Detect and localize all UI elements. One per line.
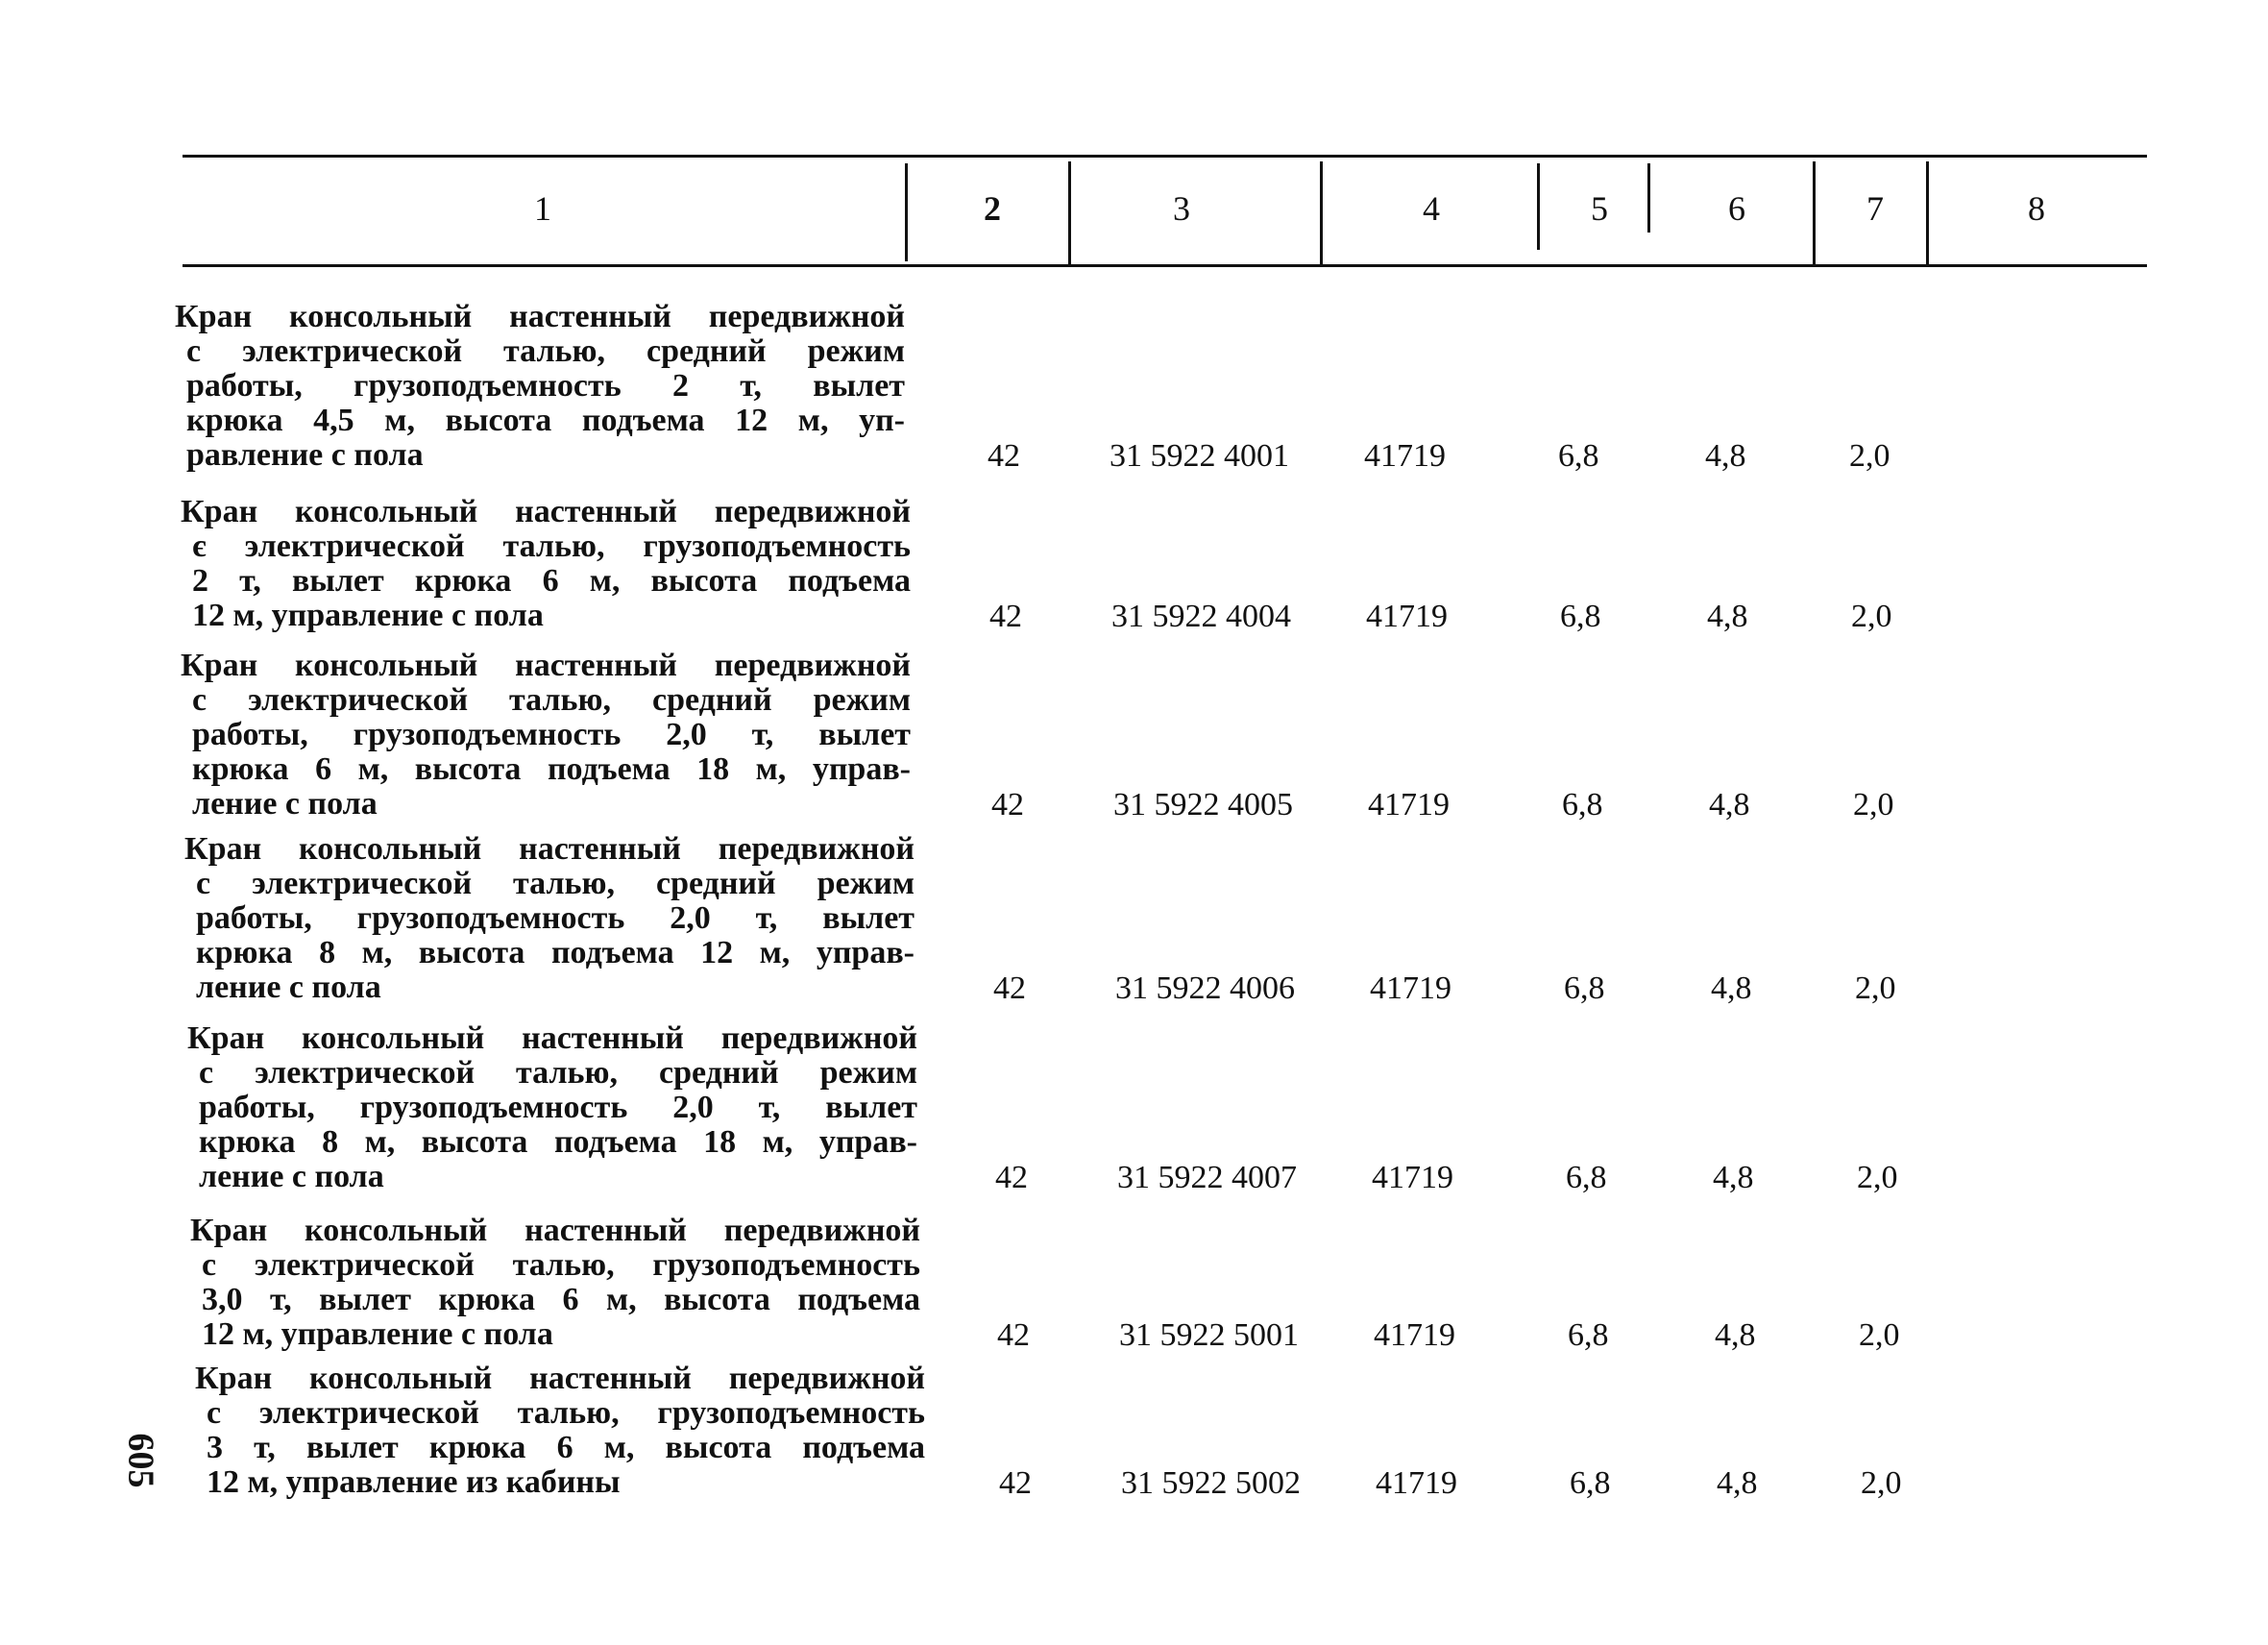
- cell-col-3: 31 5922 5002: [1121, 1465, 1301, 1501]
- cell-col-2: 42: [988, 438, 1020, 474]
- header-separator: [1068, 161, 1071, 264]
- cell-col-7: 2,0: [1857, 1160, 1898, 1195]
- cell-col-5: 6,8: [1568, 1317, 1609, 1353]
- cell-col-4: 41719: [1372, 1160, 1453, 1195]
- description-line: ление с пола: [196, 970, 381, 1005]
- cell-col-4: 41719: [1374, 1317, 1455, 1353]
- column-header-3: 3: [1173, 189, 1190, 228]
- cell-col-7: 2,0: [1851, 599, 1892, 634]
- description-line: Кран консольный настенный передвижной: [175, 299, 905, 334]
- cell-col-4: 41719: [1366, 599, 1448, 634]
- table-top-rule: [183, 155, 2147, 158]
- cell-col-7: 2,0: [1859, 1317, 1900, 1353]
- column-header-4: 4: [1423, 189, 1440, 228]
- cell-col-3: 31 5922 4006: [1115, 970, 1295, 1006]
- description-line: Кран консольный настенный передвижной: [181, 648, 911, 683]
- description-line: Кран консольный настенный передвижной: [195, 1361, 925, 1396]
- description-line: Кран консольный настенный передвижной: [187, 1020, 917, 1056]
- cell-col-2: 42: [999, 1465, 1032, 1501]
- description-line: работы, грузоподъемность 2,0 т, вылет: [196, 900, 915, 936]
- item-description: [187, 1021, 917, 1194]
- header-separator: [905, 163, 908, 261]
- description-line: ление с пола: [192, 786, 378, 822]
- cell-col-7: 2,0: [1855, 970, 1896, 1006]
- cell-col-2: 42: [995, 1160, 1028, 1195]
- column-header-8: 8: [2028, 189, 2045, 228]
- description-line: работы, грузоподъемность 2 т, вылет: [186, 368, 905, 404]
- table-header-rule: [183, 264, 2147, 267]
- column-header-7: 7: [1866, 189, 1884, 228]
- description-line: 2 т, вылет крюка 6 м, высота подъема: [192, 563, 911, 599]
- description-line: є электрической талью, грузоподъемность: [192, 528, 911, 564]
- item-description: [181, 495, 911, 633]
- cell-col-6: 4,8: [1705, 438, 1746, 474]
- description-line: с электрической талью, средний режим: [199, 1055, 917, 1091]
- cell-col-3: 31 5922 4001: [1110, 438, 1289, 474]
- cell-col-7: 2,0: [1861, 1465, 1902, 1501]
- cell-col-6: 4,8: [1711, 970, 1752, 1006]
- cell-col-3: 31 5922 5001: [1119, 1317, 1299, 1353]
- cell-col-5: 6,8: [1562, 787, 1603, 822]
- header-separator: [1813, 161, 1816, 264]
- description-line: крюка 8 м, высота подъема 18 м, управ-: [199, 1124, 917, 1160]
- description-line: Кран консольный настенный передвижной: [181, 494, 911, 529]
- cell-col-4: 41719: [1368, 787, 1450, 822]
- cell-col-6: 4,8: [1713, 1160, 1754, 1195]
- item-description: [195, 1362, 925, 1500]
- header-separator: [1537, 163, 1540, 250]
- header-separator: [1647, 163, 1650, 233]
- cell-col-5: 6,8: [1558, 438, 1599, 474]
- cell-col-6: 4,8: [1709, 787, 1750, 822]
- description-line: с электрической талью, грузоподъемность: [202, 1247, 920, 1283]
- description-line: Кран консольный настенный передвижной: [190, 1213, 920, 1248]
- header-separator: [1926, 161, 1929, 264]
- description-line: работы, грузоподъемность 2,0 т, вылет: [192, 717, 911, 752]
- column-header-1: 1: [534, 189, 551, 228]
- description-line: ление с пола: [199, 1159, 384, 1194]
- description-line: работы, грузоподъемность 2,0 т, вылет: [199, 1090, 917, 1125]
- cell-col-5: 6,8: [1566, 1160, 1607, 1195]
- cell-col-7: 2,0: [1849, 438, 1890, 474]
- cell-col-5: 6,8: [1564, 970, 1605, 1006]
- column-header-5: 5: [1591, 189, 1608, 228]
- cell-col-2: 42: [997, 1317, 1030, 1353]
- item-description: [184, 832, 915, 1005]
- cell-col-6: 4,8: [1717, 1465, 1758, 1501]
- cell-col-3: 31 5922 4005: [1113, 787, 1293, 822]
- item-description: [190, 1214, 920, 1352]
- description-line: крюка 8 м, высота подъема 12 м, управ-: [196, 935, 915, 970]
- description-line: 12 м, управление из кабины: [207, 1464, 621, 1500]
- item-description: [175, 300, 905, 473]
- description-line: равление с пола: [186, 437, 424, 473]
- cell-col-5: 6,8: [1570, 1465, 1611, 1501]
- description-line: с электрической талью, средний режим: [186, 333, 905, 369]
- column-header-6: 6: [1728, 189, 1745, 228]
- description-line: с электрической талью, средний режим: [196, 866, 915, 901]
- cell-col-3: 31 5922 4007: [1117, 1160, 1297, 1195]
- description-line: 3 т, вылет крюка 6 м, высота подъема: [207, 1430, 925, 1465]
- description-line: Кран консольный настенный передвижной: [184, 831, 915, 867]
- cell-col-2: 42: [991, 787, 1024, 822]
- description-line: 3,0 т, вылет крюка 6 м, высота подъема: [202, 1282, 920, 1317]
- cell-col-7: 2,0: [1853, 787, 1894, 822]
- item-description: [181, 649, 911, 822]
- cell-col-4: 41719: [1376, 1465, 1457, 1501]
- description-line: крюка 6 м, высота подъема 18 м, управ-: [192, 751, 911, 787]
- cell-col-5: 6,8: [1560, 599, 1601, 634]
- cell-col-4: 41719: [1370, 970, 1451, 1006]
- description-line: 12 м, управление с пола: [192, 598, 544, 633]
- description-line: с электрической талью, грузоподъемность: [207, 1395, 925, 1431]
- cell-col-4: 41719: [1364, 438, 1446, 474]
- page-number: 605: [120, 1433, 161, 1488]
- header-separator: [1320, 161, 1323, 264]
- cell-col-6: 4,8: [1715, 1317, 1756, 1353]
- description-line: с электрической талью, средний режим: [192, 682, 911, 718]
- cell-col-3: 31 5922 4004: [1111, 599, 1291, 634]
- description-line: крюка 4,5 м, высота подъема 12 м, уп-: [186, 403, 905, 438]
- cell-col-2: 42: [993, 970, 1026, 1006]
- column-header-2: 2: [984, 189, 1001, 228]
- cell-col-6: 4,8: [1707, 599, 1748, 634]
- description-line: 12 м, управление с пола: [202, 1316, 553, 1352]
- cell-col-2: 42: [989, 599, 1022, 634]
